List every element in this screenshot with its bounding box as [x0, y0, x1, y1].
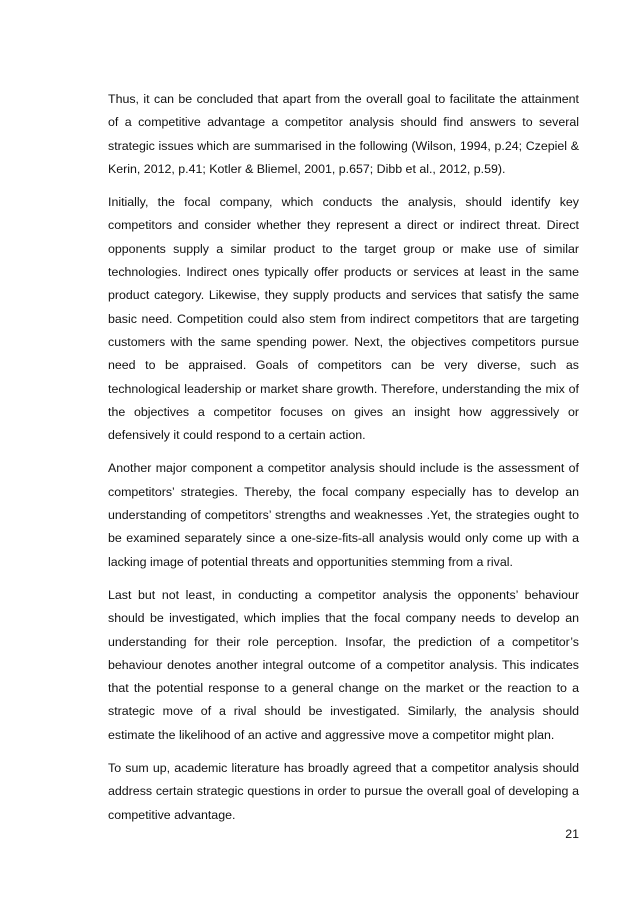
page-number: 21: [565, 827, 579, 841]
paragraph-behaviour: Last but not least, in conducting a competitor analysis the opponents’ behaviour should be investigated, which implies that the focal company needs to develop an understanding for their role perception. Insofar, the prediction of a competitor’s behaviour denotes another integral outcome of a competitor analysis. This indicates that the potential response to a general change on the market or the reaction to a strategic move of a rival should be investigated. Similarly, the analysis should estimate the likelihood of an active and aggressive move a competitor might plan.: [108, 587, 579, 742]
paragraph-conclusion: Thus, it can be concluded that apart from the overall goal to facilitate the attainment of a competitive advantage a competitor analysis should find answers to several strategic issues which are summarised in the following (Wilson, 1994, p.24; Czepiel & Kerin, 2012, p.41; Kotler & Bliemel, 2001, p.657; Dibb et al., 2012, p.59).: [108, 92, 579, 176]
paragraph-strategies: Another major component a competitor analysis should include is the assessment of competitors’ strategies. Thereby, the focal company especially has to develop an understanding of competitors’ strengths and weaknesses .Yet, the strategies ought to be examined separately since a one-size-fits-all analysis would only come up with a lacking image of potential threats and opportunities stemming from a rival.: [108, 461, 579, 569]
document-body: [108, 88, 579, 837]
paragraph-summary: To sum up, academic literature has broadly agreed that a competitor analysis should address certain strategic questions in order to pursue the overall goal of developing a competitive advantage.: [108, 761, 579, 822]
paragraph-key-competitors: Initially, the focal company, which conducts the analysis, should identify key competitors and consider whether they represent a direct or indirect threat. Direct opponents supply a similar product to the target group or make use of similar technologies. Indirect ones typically offer products or services at least in the same product category. Likewise, they supply products and services that satisfy the same basic need. Competition could also stem from indirect competitors that are targeting customers with the same spending power. Next, the objectives competitors pursue need to be appraised. Goals of competitors can be very diverse, such as technological leadership or market share growth. Therefore, understanding the mix of the objectives a competitor focuses on gives an insight how aggressively or defensively it could respond to a certain action.: [108, 195, 579, 443]
